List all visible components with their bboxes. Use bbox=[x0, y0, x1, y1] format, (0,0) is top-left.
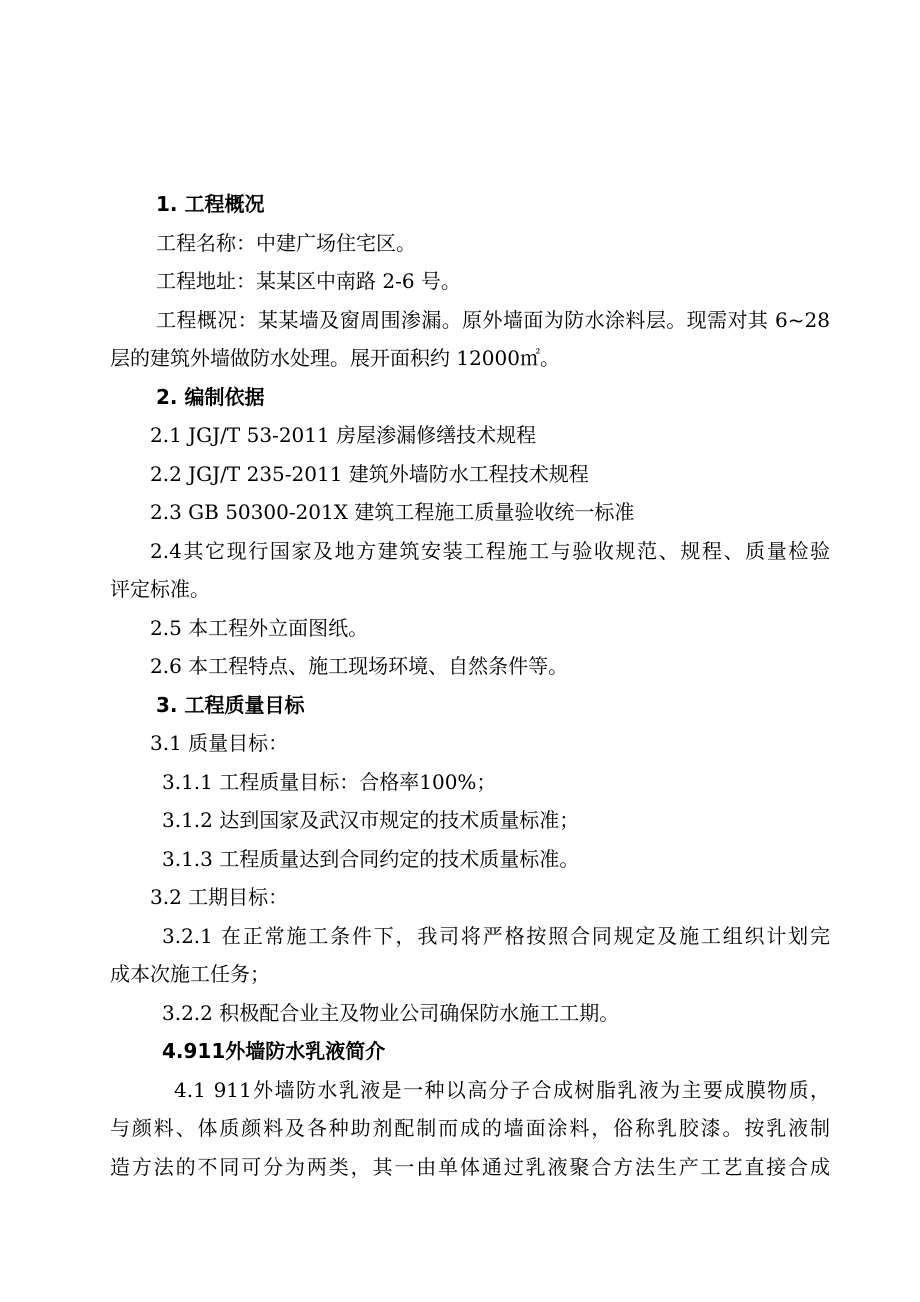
intro-line: 4.1 911外墙防水乳液是一种以高分子合成树脂乳液为主要成膜物质， bbox=[174, 1078, 830, 1102]
schedule-item: 3.2 工期目标： bbox=[150, 885, 289, 909]
schedule-item-continued: 成本次施工任务； bbox=[110, 962, 270, 986]
section-3-heading: 3. 工程质量目标 bbox=[156, 693, 305, 717]
quality-item: 3.1.3 工程质量达到合同约定的技术质量标准。 bbox=[162, 847, 580, 871]
basis-item: 2.5 本工程外立面图纸。 bbox=[150, 616, 369, 640]
basis-item: 2.1 JGJ/T 53-2011 房屋渗漏修缮技术规程 bbox=[150, 423, 537, 447]
project-overview-line-2: 层的建筑外墙做防水处理。展开面积约 12000㎡。 bbox=[110, 346, 560, 370]
section-1-heading: 1. 工程概况 bbox=[156, 192, 265, 216]
basis-item: 2.2 JGJ/T 235-2011 建筑外墙防水工程技术规程 bbox=[150, 462, 589, 486]
project-address: 工程地址：某某区中南路 2-6 号。 bbox=[156, 269, 461, 293]
quality-item: 3.1.1 工程质量目标：合格率100%； bbox=[162, 770, 497, 794]
basis-item: 2.3 GB 50300-201X 建筑工程施工质量验收统一标准 bbox=[150, 500, 635, 524]
quality-item: 3.1 质量目标： bbox=[150, 731, 289, 755]
basis-item: 2.4其它现行国家及地方建筑安装工程施工与验收规范、规程、质量检验 bbox=[150, 539, 830, 563]
quality-item: 3.1.2 达到国家及武汉市规定的技术质量标准； bbox=[162, 808, 580, 832]
intro-line: 与颜料、体质颜料及各种助剂配制而成的墙面涂料，俗称乳胶漆。按乳液制 bbox=[110, 1116, 830, 1140]
section-4-heading: 4.911外墙防水乳液简介 bbox=[162, 1039, 386, 1063]
basis-item-continued: 评定标准。 bbox=[110, 577, 210, 601]
project-name: 工程名称：中建广场住宅区。 bbox=[156, 231, 416, 255]
section-2-heading: 2. 编制依据 bbox=[156, 385, 265, 409]
basis-item: 2.6 本工程特点、施工现场环境、自然条件等。 bbox=[150, 654, 569, 678]
schedule-item: 3.2.1 在正常施工条件下，我司将严格按照合同规定及施工组织计划完 bbox=[162, 924, 830, 948]
intro-line: 造方法的不同可分为两类，其一由单体通过乳液聚合方法生产工艺直接合成 bbox=[110, 1155, 830, 1179]
project-overview-line-1: 工程概况：某某墙及窗周围渗漏。原外墙面为防水涂料层。现需对其 6~28 bbox=[156, 308, 830, 332]
schedule-item: 3.2.2 积极配合业主及物业公司确保防水施工工期。 bbox=[162, 1001, 620, 1025]
